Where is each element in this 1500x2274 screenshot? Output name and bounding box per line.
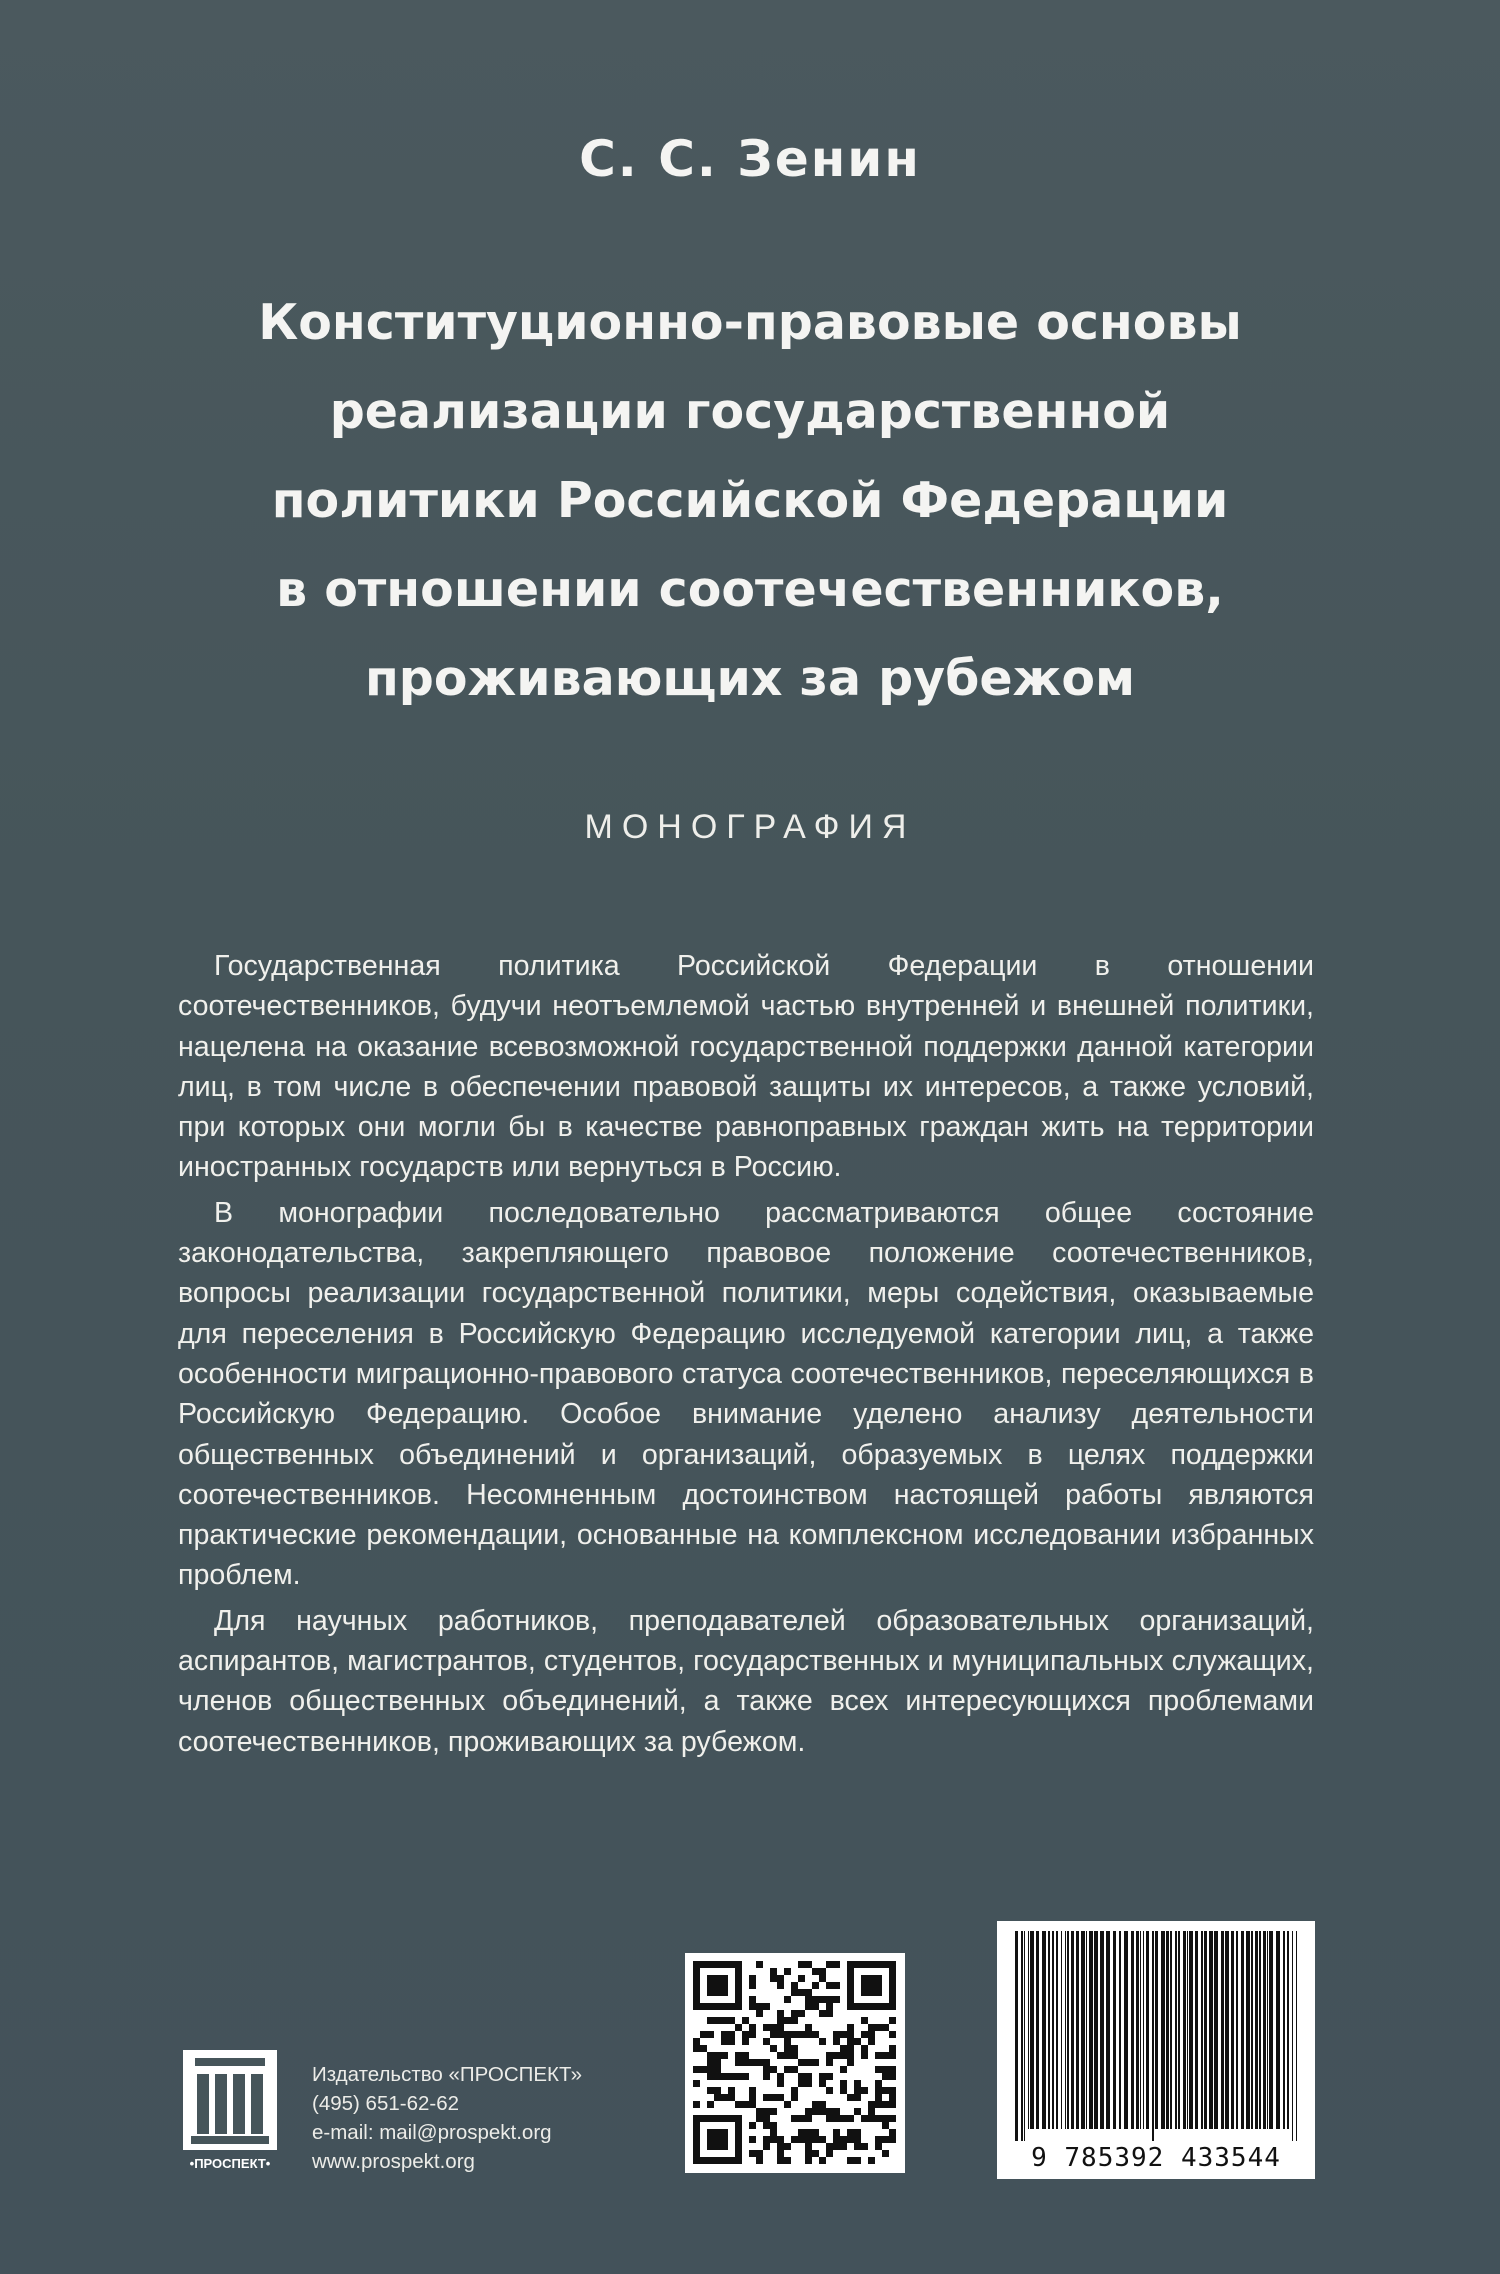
- publisher-name: Издательство «ПРОСПЕКТ»: [312, 2063, 582, 2086]
- genre-label: МОНОГРАФИЯ: [584, 808, 916, 846]
- title-line: Конституционно-правовые основы: [258, 294, 1242, 351]
- publisher-email: e-mail: mail@prospekt.org: [312, 2121, 552, 2144]
- annotation: [178, 946, 1314, 1767]
- barcode-icon: [997, 1921, 1315, 2141]
- publisher-logo-icon: [175, 2050, 285, 2174]
- author-name: С. С. Зенин: [579, 130, 921, 188]
- qr-code-icon: [685, 1953, 905, 2173]
- annotation-paragraph: Для научных работников, преподавателей образовательных организаций, аспирантов, магистрантов, студентов, государственных и муниципальных служащих, членов общественных объединений, а также всех интересующихся проблемами соотечественников, проживающих за рубежом.: [178, 1604, 1314, 1758]
- publisher-logo: [175, 2050, 285, 2174]
- publisher-phone: (495) 651-62-62: [312, 2092, 460, 2115]
- publisher-logo-text: •ПРОСПЕКТ•: [189, 2156, 271, 2171]
- book-title: [150, 278, 1350, 723]
- publisher-website: www.prospekt.org: [312, 2150, 475, 2173]
- isbn-barcode: [997, 1921, 1315, 2179]
- title-line: в отношении соотечественников,: [276, 561, 1224, 618]
- title-line: проживающих за рубежом: [364, 650, 1136, 707]
- publisher-info: [312, 2060, 582, 2176]
- title-line: реализации государственной: [329, 383, 1171, 440]
- barcode-number: 9 785392 433544: [1031, 2143, 1281, 2173]
- annotation-paragraph: Государственная политика Российской Федерации в отношении соотечественников, будучи неотъемлемой частью внутренней и внешней политики, нацелена на оказание всевозможной государственной поддержки данной категории лиц, в том числе в обеспечении правовой защиты их интересов, а также условий, при которых они могли бы в качестве равноправных граждан жить на территории иностранных государств или вернуться в Россию.: [178, 950, 1314, 1184]
- qr-code: [685, 1953, 905, 2173]
- annotation-paragraph: В монографии последовательно рассматриваются общее состояние законодательства, закрепляющего правовое положение соотечественников, вопросы реализации государственной политики, меры содействия, оказываемые для переселения в Российскую Федерацию исследуемой категории лиц, а также особенности миграционно-правового статуса соотечественников, переселяющихся в Российскую Федерацию. Особое внимание уделено анализу деятельности общественных объединений и организаций, образуемых в целях поддержки соотечественников. Несомненным достоинством настоящей работы являются практические рекомендации, основанные на комплексном исследовании избранных проблем.: [178, 1196, 1314, 1592]
- title-line: политики Российской Федерации: [271, 472, 1229, 529]
